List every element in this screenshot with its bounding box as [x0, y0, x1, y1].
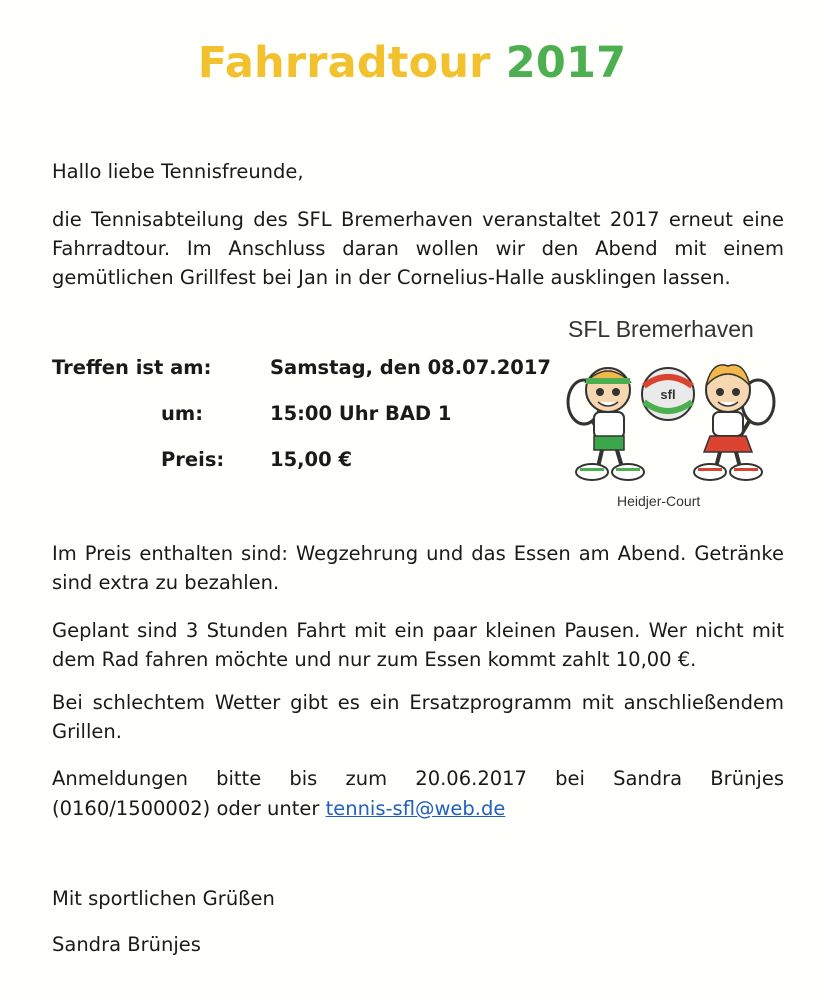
meeting-value-price: 15,00 € — [270, 448, 353, 471]
title-word-year: 2017 — [505, 38, 627, 88]
registration-line-1: Anmeldungen bitte bis zum 20.06.2017 bei Sandra Brünjes — [52, 767, 784, 790]
mascot-boy-icon — [568, 368, 644, 480]
meeting-label-price: Preis: — [161, 448, 225, 471]
mascot-girl-icon — [694, 365, 774, 480]
registration-contact: (0160/1500002) oder unter — [52, 797, 326, 820]
greeting: Hallo liebe Tennisfreunde, — [52, 160, 304, 183]
intro-paragraph: die Tennisabteilung des SFL Bremerhaven veranstaltet 2017 erneut eine Fahrradtour. Im Anschluss daran wollen wir den Abend mit einem gemütlichen Grillfest bei Jan in der Cornelius-Halle ausklingen lassen. — [52, 208, 784, 289]
sfl-ball-icon — [642, 368, 694, 420]
logo-title: SFL Bremerhaven — [568, 316, 754, 342]
registration-line-2 — [52, 794, 784, 823]
weather-paragraph: Bei schlechtem Wetter gibt es ein Ersatzprogramm mit anschließendem Grillen. — [52, 691, 784, 743]
email-link[interactable]: tennis-sfl@web.de — [325, 797, 506, 820]
svg-text:sfl: sfl — [660, 387, 676, 402]
price-paragraph: Im Preis enthalten sind: Wegzehrung und das Essen am Abend. Getränke sind extra zu bezahlen. — [52, 542, 784, 594]
meeting-label-time: um: — [161, 402, 203, 425]
meeting-value-date: Samstag, den 08.07.2017 — [270, 356, 551, 379]
title-word-fahrradtour: Fahrradtour — [197, 38, 491, 88]
signature: Sandra Brünjes — [52, 933, 201, 956]
closing: Mit sportlichen Grüßen — [52, 887, 275, 910]
meeting-label-date: Treffen ist am: — [52, 356, 212, 379]
logo-subtitle: Heidjer-Court — [617, 493, 701, 509]
page-title — [0, 38, 824, 88]
plan-paragraph: Geplant sind 3 Stunden Fahrt mit ein paar kleinen Pausen. Wer nicht mit dem Rad fahren möchte und nur zum Essen kommt zahlt 10,00 €. — [52, 619, 784, 671]
meeting-value-time: 15:00 Uhr BAD 1 — [270, 402, 452, 425]
logo-mascots-image — [562, 352, 782, 487]
